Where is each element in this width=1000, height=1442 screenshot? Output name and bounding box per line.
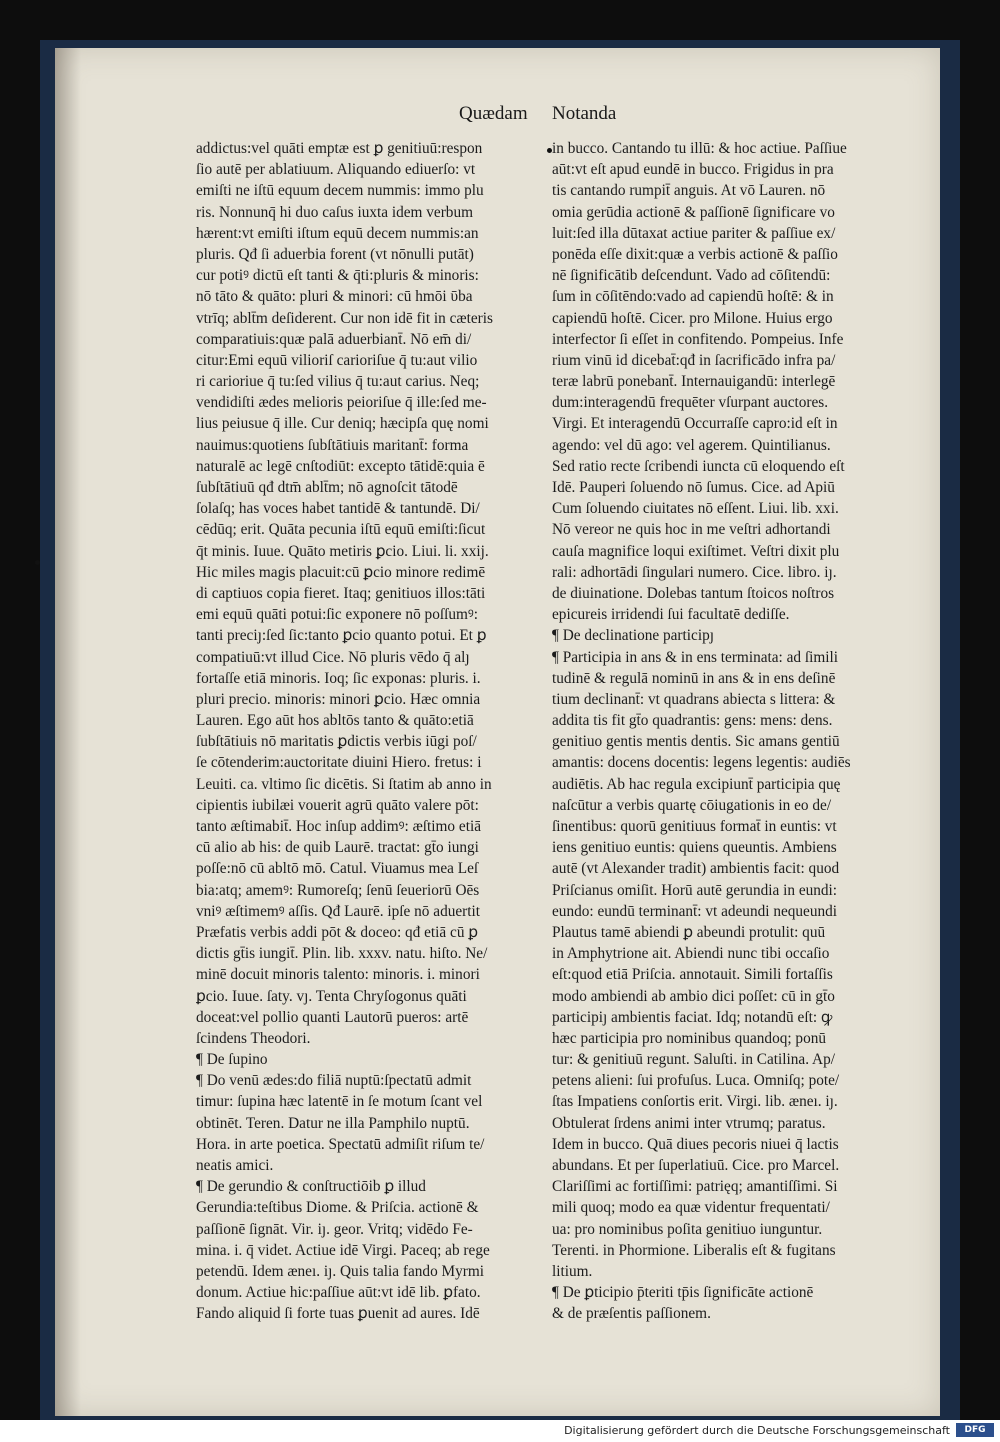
text-line: abundans. Et per ſuperlatiuū. Cice. pro Marcel.: [552, 1157, 840, 1174]
text-line: luit:ſed illa dūtaxat actiue pariter & paſſiue ex/: [552, 224, 836, 242]
section-heading-participle: ¶ De declinatione participȷ: [552, 627, 714, 645]
section-heading-gerund: ¶ De gerundio & conſtructiōib ꝑ illud: [196, 1178, 426, 1196]
text-line: cipientis iubilæi vouerit agrū quāto valere pōt:: [196, 796, 479, 814]
text-line: ſe cōtenderim:auctoritate diuini Hiero. fretus: i: [196, 754, 482, 772]
text-line: modo ambiendi ab ambio dici poſſet: cū in gt̄o: [552, 987, 835, 1005]
text-line: paſſionē ſignāt. Vir. iȷ. geor. Vritq; vidēdo Fe-: [196, 1220, 473, 1238]
digitization-footer: [0, 1420, 1000, 1442]
text-line: in Amphytrione ait. Abiendi nunc tibi occaſio: [552, 945, 830, 963]
text-line: de diuinatione. Dolebas tantum ſtoicos noſtros: [552, 584, 835, 602]
text-line: ſolaſq; has voces habet tantidē & tantundē. Di/: [196, 500, 480, 518]
section-heading-supine: ¶ De ſupino: [196, 1051, 268, 1069]
text-line: eundo: eundū terminant̄: vt adeundi nequeundi: [552, 902, 838, 920]
text-line: amantis: docens docentis: legens legentis: audiēs: [552, 754, 851, 772]
text-line: compatiuū:vt illud Cice. Nō pluris vēdo q̄ alȷ: [196, 648, 470, 666]
text-line: cauſa magnifice loqui exiſtimet. Veſtri dixit plu: [552, 542, 840, 560]
text-line: ſubſtātiuis nō maritatis ꝑdictis verbis iūgi poſ/: [196, 733, 477, 751]
running-header: [55, 103, 940, 133]
text-line: litium.: [552, 1262, 593, 1280]
text-line: tanto æſtimabit̄. Hoc inſup addimꝰ: æſtimo etiā: [196, 818, 481, 835]
text-line: Priſcianus omiſit. Horū autē gerundia in eundi:: [552, 881, 838, 899]
text-line: tanti preciȷ:ſed ſic:tanto ꝑcio quanto potui. Et ꝑ: [196, 627, 487, 645]
text-line: ri carioriue q̄ tu:ſed vilius q̄ tu:aut carius. Neq;: [196, 373, 480, 391]
text-line: doceat:vel pollio quanti Lautorū pueros: artē: [196, 1008, 469, 1026]
text-line: donum. Actiue hic:paſſiue aūt:vt idē lib. ꝑfato.: [196, 1284, 481, 1302]
text-line: ſtas Impatiens conſortis erit. Virgi. lib. æneı. iȷ.: [552, 1093, 838, 1111]
text-line: ris. Nonnunq̄ hi duo caſus iuxta idem verbum: [196, 203, 474, 221]
text-line: obtinēt. Teren. Datur ne illa Pamphilo nuptū.: [196, 1114, 470, 1132]
text-line: ſio autē per ablatiuum. Aliquando ediuerſo: vt: [196, 161, 476, 179]
text-line: Idē. Pauperi ſoluendo nō ſumus. Cice. ad Apiū: [552, 479, 835, 496]
text-line: bia:atq; amemꝰ: Rumoreſq; ſenū ſeueriorū Oēs: [196, 881, 480, 899]
text-line: ſinentibus: quorū genitiuus format̄ in euntis: vt: [552, 818, 837, 835]
text-line: naturalē ac legē cnſtodiūt: excepto tātidē:quia ē: [196, 457, 485, 475]
text-line: Plautus tamē abiendi ꝑ abeundi protulit: quū: [552, 923, 826, 941]
text-line: rali: adhortādi ſingulari numero. Cice. libro. iȷ.: [552, 563, 837, 581]
text-line: capiendū hoſtē. Cicer. pro Milone. Huius ergo: [552, 309, 833, 327]
text-line: autē (vt Alexander tradit) ambientis facit: quod: [552, 860, 840, 878]
text-line: genitiuo gentis mentis dentis. Sic amans gentiū: [552, 733, 840, 751]
text-line: eſt:quod etiā Priſcia. annotauit. Simili fortaſſis: [552, 966, 833, 984]
text-line: poſſe:nō cū abltō mō. Catul. Viuamus mea Leſ: [196, 860, 479, 878]
left-column: [196, 138, 541, 1325]
text-line: mili quoq; modo ea quæ videntur frequentati/: [552, 1199, 830, 1217]
text-line: omia gerūdia actionē & paſſionē ſignificare vo: [552, 203, 835, 221]
text-line: interfector ſi eſſet in confitendo. Pompeius. Infe: [552, 330, 844, 348]
text-line: addita tis fit gt̄o quadrantis: gens: mens: dens.: [552, 712, 833, 730]
text-line: vniꝰ æſtimemꝰ aſſis. Qđ Laurē. ipſe nō aduertit: [196, 902, 480, 920]
text-line: tur: & genitiuū regunt. Saluſti. in Catilina. Ap/: [552, 1051, 835, 1069]
text-line: Præfatis verbis addi pōt & doceo: qđ etiā cū ꝑ: [196, 923, 479, 941]
text-line: cur potiꝰ dictū eſt tanti & q̄ti:pluris & minoris:: [196, 267, 479, 285]
book-page: [55, 48, 940, 1416]
text-line: lius peiusue q̄ ille. Cur deniq; hæcipſa quę nomi: [196, 415, 489, 433]
text-line: addictus:vel quāti emptæ est ꝑ genitiuū:respon: [196, 140, 483, 157]
text-line: Obtulerat ſrdens animi inter vtrumq; paratus.: [552, 1114, 826, 1132]
text-line: pluris. Qđ ſi aduerbia forent (vt nōnulli putāt): [196, 245, 474, 263]
ink-dot-mark: [547, 148, 552, 153]
text-line: timur: ſupina hæc latentē in ſe motum ſcant vel: [196, 1093, 483, 1111]
text-line: comparatiuis:quæ palā aduerbiant̄. Nō em̄ di/: [196, 330, 472, 348]
text-line: vendidiſti ædes melioris peioriſue q̄ ille:ſed me-: [196, 394, 487, 412]
footer-credit: Digitalisierung gefördert durch die Deutsche Forschungsgemeinschaft: [564, 1424, 950, 1437]
text-line: petendū. Idem æneı. iȷ. Quis talia fando Myrmi: [196, 1262, 485, 1280]
text-line: hæc participia pro nominibus quandoq; ponū: [552, 1029, 827, 1047]
text-line: mina. i. q̄ videt. Actiue idē Virgi. Paceq; ab rege: [196, 1241, 490, 1259]
text-line: minē docuit minoris talento: minoris. i. minori: [196, 966, 480, 984]
text-line: Nō vereor ne quis hoc in me veſtri adhortandi: [552, 521, 831, 539]
text-line: petens alieni: ſui profuſus. Luca. Omniſq; pote/: [552, 1072, 840, 1090]
text-line: naſcūtur a verbis quartę cōiugationis in eo de/: [552, 796, 832, 814]
text-line: tium declinant̄: vt quadrans abiecta s littera: &: [552, 690, 836, 708]
text-line: cū alio ab his: de quib Laurē. tractat: gt̄o iungi: [196, 839, 479, 857]
text-line: ¶ Participia in ans & in ens terminata: ad ſimili: [552, 648, 839, 666]
text-line: Gerundia:teſtibus Diome. & Priſcia. actionē &: [196, 1199, 479, 1217]
text-line: ꝑcio. Iuue. ſaty. vȷ. Tenta Chryſogonus quāti: [196, 987, 467, 1005]
text-line: iens genitiuo euntis: quiens queuntis. Ambiens: [552, 839, 837, 857]
text-line: Terenti. in Phormione. Liberalis eſt & fugitans: [552, 1241, 836, 1259]
text-line: ſcindens Theodori.: [196, 1029, 311, 1047]
text-line: hærent:vt emiſti iſtum equū decem nummis:an: [196, 224, 479, 242]
text-line: audiētis. Ab hac regula excipiunt̄ participia quę: [552, 775, 841, 793]
text-line: tudinē & regulā nominū in ans & in ens deſinē: [552, 669, 836, 687]
section-heading-preterite: ¶ De ꝑticipio p̄teriti tp̄is ſignificāte actionē: [552, 1284, 814, 1302]
text-line: Leuiti. ca. vltimo ſic dicētis. Si ſtatim ab anno in: [196, 775, 492, 793]
running-header-left: Quædam: [459, 103, 528, 124]
text-line: ¶ Do venū ædes:do filiā nuptū:ſpectatū admit: [196, 1072, 472, 1090]
ink-dot-mark: [35, 560, 40, 565]
text-line: in bucco. Cantando tu illū: & hoc actiue. Paſſiue: [552, 140, 847, 157]
text-line: emiſti ne iſtū equum decem nummis: immo plu: [196, 182, 484, 200]
text-line: Clariſſimi ac fortiſſimi: patrięq; amantiſſimi. Si: [552, 1178, 838, 1196]
right-column: [552, 138, 904, 1325]
text-line: aūt:vt eſt apud eundē in bucco. Frigidus in pra: [552, 161, 834, 179]
text-line: citur:Emi equū vilioriſ carioriſue q̄ tu:aut vilio: [196, 351, 478, 369]
text-line: di captiuos copia fieret. Itaq; genitiuos illos:tāti: [196, 584, 486, 602]
text-line: ua: pro nominibus poſita genitiuo iunguntur.: [552, 1220, 823, 1238]
text-line: Lauren. Ego aūt hos abltōs tanto & quāto:etiā: [196, 712, 474, 730]
text-line: agendo: vel dū ago: vel agerem. Quintilianus.: [552, 436, 831, 454]
text-line: dum:interagendū frequēter vſurpant auctores.: [552, 394, 829, 412]
page-gutter-shadow: [55, 48, 81, 1416]
text-line: tis cantando rumpit̄ anguis. At vō Lauren. nō: [552, 182, 826, 200]
text-line: Hic miles magis placuit:cū ꝑcio minore redimē: [196, 563, 486, 581]
text-line: Fando aliquid ſi forte tuas ꝑuenit ad aures. Idē: [196, 1305, 480, 1323]
dfg-logo: DFG: [956, 1423, 994, 1437]
text-line: Cum ſoluendo ciuitates nō eſſent. Liui. lib. xxi.: [552, 500, 839, 518]
text-line: nō tāto & quāto: pluri & minori: cū hmōi ῡba: [196, 288, 473, 306]
text-line: Idem in bucco. Quā diues pecoris niuei q̄ lactis: [552, 1135, 839, 1153]
text-line: cēdūq; erit. Quāta pecunia iſtū equū emiſti:ſicut: [196, 521, 486, 539]
text-line: nauimus:quotiens ſubſtātiuis maritant̄: forma: [196, 436, 469, 454]
text-line: fortaſſe etiā minoris. Ioq; ſic exponas: pluris. i.: [196, 669, 481, 687]
text-line: neatis amici.: [196, 1157, 274, 1174]
text-line: participiȷ ambientis faciat. Idq; notandū eſt: ꝙ: [552, 1008, 833, 1026]
text-line: Virgi. Et interagendū Occurraſſe capro:id eſt in: [552, 415, 838, 433]
text-line: q̄t minis. Iuue. Quāto metiris ꝑcio. Liui. li. xxij.: [196, 542, 489, 560]
text-line: teræ labrū ponebant̄. Internauigandū: interlegē: [552, 373, 836, 391]
section-heading-preterite: & de præſentis paſſionem.: [552, 1305, 711, 1323]
text-line: vtrīq; ablt̄m deſiderent. Cur non idē fit in cæteris: [196, 309, 493, 327]
text-line: Hora. in arte poetica. Spectatū admiſit riſum te/: [196, 1135, 485, 1153]
text-line: ponēda eſſe dixit:quæ a verbis actionē & paſſio: [552, 245, 838, 263]
running-header-right: Notanda: [552, 103, 617, 124]
text-line: nē ſignificātib deſcendunt. Vado ad cōſitendū:: [552, 267, 831, 285]
text-line: emi equū quāti potui:ſic exponere nō poſſumꝰ:: [196, 606, 478, 624]
text-line: dictis gt̄is iungit̄. Plin. lib. xxxv. natu. hiſto. Ne/: [196, 945, 488, 963]
text-line: Sed ratio recte ſcribendi iuncta cū eloquendo eſt: [552, 457, 845, 475]
text-line: ſubſtātiuū qđ dtm̄ ablt̄m; nō agnoſcit tātodē: [196, 479, 458, 496]
text-line: rium vinū id dicebat̄:qđ in ſacrificādo infra pa/: [552, 351, 836, 369]
text-line: ſum in cōſitēndo:vado ad capiendū hoſtē: & in: [552, 288, 834, 306]
text-line: pluri precio. minoris: minori ꝑcio. Hæc omnia: [196, 690, 481, 708]
text-line: epicureis irridendi ſui facultatē dediſſe.: [552, 606, 790, 624]
